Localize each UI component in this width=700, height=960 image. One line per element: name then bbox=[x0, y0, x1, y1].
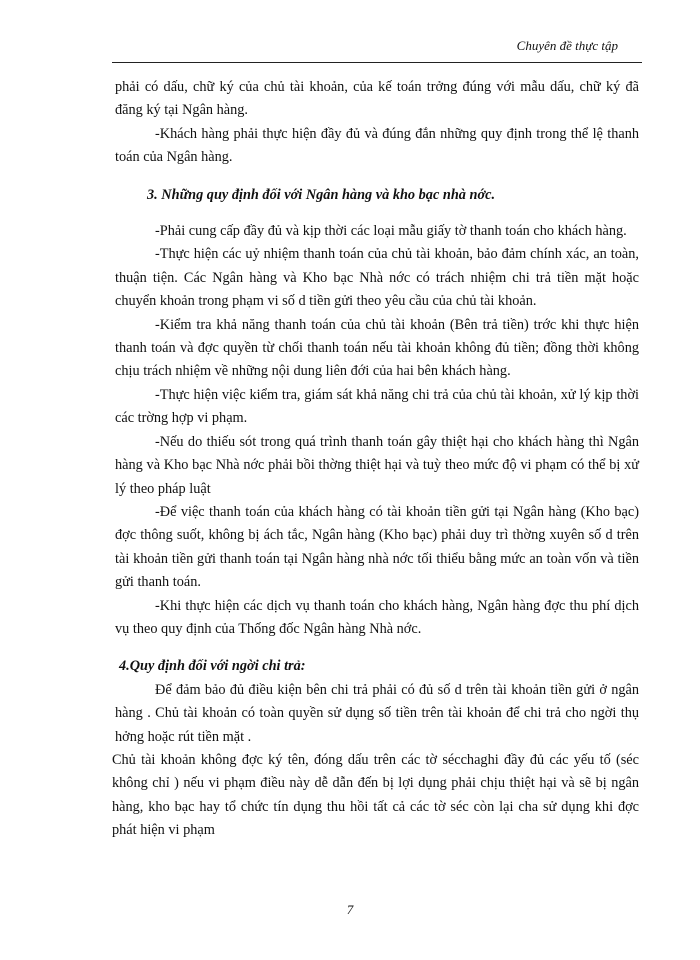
section-4-heading: 4.Quy định đối với ngời chi trả: bbox=[119, 658, 306, 675]
paragraph: Để đảm bảo đủ điều kiện bên chi trả phải có đủ số d trên tài khoản tiền gửi ở ngân hàng . Chủ tài khoản có toàn quyền sử dụng số tiền trên tài khoản để chi trả cho ngời thụ hởng hoặc rút tiền mặt . bbox=[115, 681, 639, 745]
running-header: Chuyên đề thực tập bbox=[516, 38, 618, 53]
paragraph: -Phải cung cấp đầy đủ và kịp thời các loại mẫu giấy tờ thanh toán cho khách hàng. bbox=[155, 223, 627, 240]
paragraph: -Khách hàng phải thực hiện đầy đủ và đúng đắn những quy định trong thể lệ thanh toán của Ngân hàng. bbox=[115, 125, 639, 166]
paragraph: -Nếu do thiếu sót trong quá trình thanh toán gây thiệt hại cho khách hàng thì Ngân hàng và Kho bạc Nhà nớc phải bồi thờng thiệt hại và tuỳ theo mức độ vi phạm có thể bị xử lý theo pháp luật bbox=[115, 433, 639, 497]
header-rule bbox=[112, 62, 642, 63]
paragraph: -Khi thực hiện các dịch vụ thanh toán cho khách hàng, Ngân hàng đợc thu phí dịch vụ theo quy định của Thống đốc Ngân hàng Nhà nớc. bbox=[115, 597, 639, 637]
paragraph: -Thực hiện các uỷ nhiệm thanh toán của chủ tài khoản, bảo đảm chính xác, an toàn, thuận tiện. Các Ngân hàng và Kho bạc Nhà nớc có trách nhiệm chi trả tiền mặt hoặc chuyển khoản trong phạm vi số d tiền gửi theo yêu cầu của chủ tài khoản. bbox=[115, 246, 639, 310]
paragraph: -Để việc thanh toán của khách hàng có tài khoản tiền gửi tại Ngân hàng (Kho bạc) đợc thông suốt, không bị ách tắc, Ngân hàng (Kho bạc) phải duy trì thờng xuyên số d trên tài khoản tiền gửi thanh toán tại Ngân hàng nhà nớc tối thiểu bằng mức an toàn vốn và tiền gửi thanh toán. bbox=[115, 503, 639, 591]
page-number: 7 bbox=[346, 902, 354, 917]
paragraph: -Thực hiện việc kiểm tra, giám sát khả năng chi trả của chủ tài khoản, xử lý kịp thời các trờng hợp vi phạm. bbox=[115, 386, 639, 427]
paragraph: Chủ tài khoản không đợc ký tên, đóng dấu trên các tờ sécchaghi đầy đủ các yếu tố (séc không chỉ ) nếu vi phạm điều này dễ dẫn đến bị lợi dụng phải chịu thiệt hại và sẽ bị ngân hàng, kho bạc hay tổ chức tín dụng thu hồi tất cả các tờ séc còn lại cha sử dụng khi đợc phát hiện vi phạm bbox=[112, 751, 639, 839]
paragraph: -Kiểm tra khả năng thanh toán của chủ tài khoản (Bên trả tiền) trớc khi thực hiện thanh toán và đợc quyền từ chối thanh toán nếu tài khoản không đủ tiền; đồng thời không chịu trách nhiệm về những nội dung liên đới của hai bên khách hàng. bbox=[115, 316, 639, 380]
paragraph: phải có dấu, chữ ký của chủ tài khoản, của kế toán trởng đúng với mẫu dấu, chữ ký đã đăng ký tại Ngân hàng. bbox=[115, 79, 639, 119]
document-body bbox=[112, 76, 639, 843]
section-3-heading: 3. Những quy định đối với Ngân hàng và kho bạc nhà nớc. bbox=[147, 186, 496, 203]
